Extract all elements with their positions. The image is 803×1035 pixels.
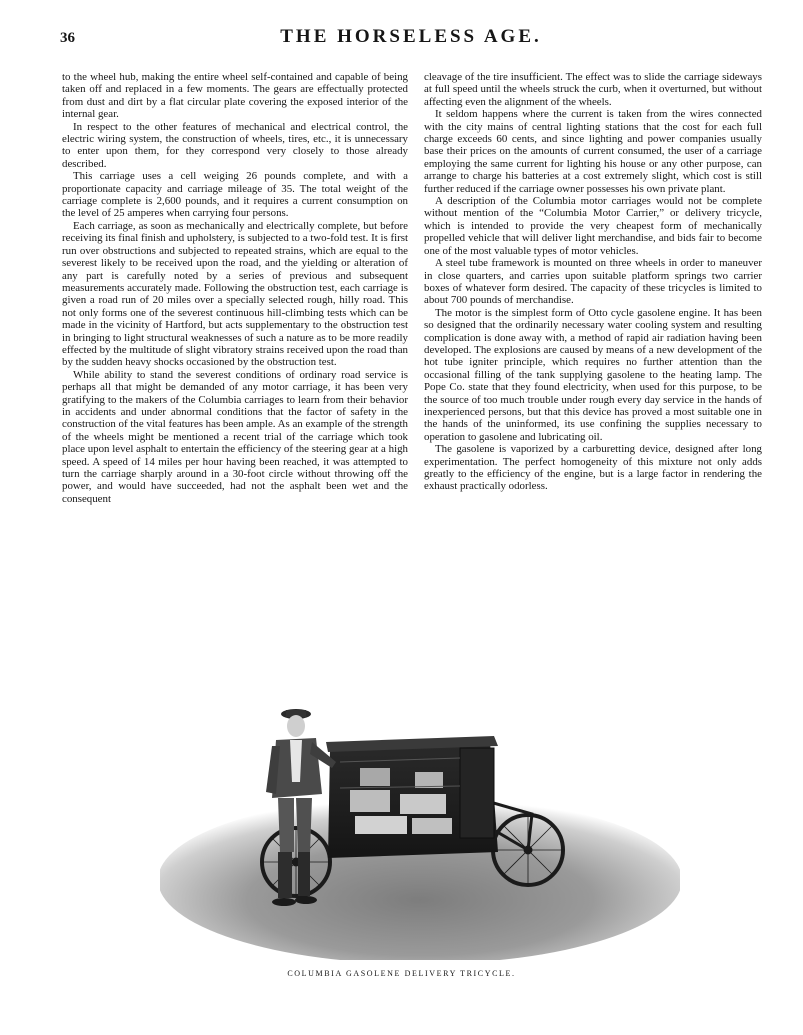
right-column — [424, 71, 762, 693]
photo-illustration — [160, 702, 680, 960]
figure-caption: COLUMBIA GASOLENE DELIVERY TRICYCLE. — [287, 969, 516, 978]
left-wheel — [262, 828, 330, 896]
paragraph: In respect to the other features of mechanical and electrical control, the electric wiring system, the construction of wheels, tires, etc., it is unnecessary to enter upon them, for they correspond very closely to those already described. — [62, 120, 408, 170]
paragraph: While ability to stand the severest conditions of ordinary road service is perhaps all that might be demanded of any motor carriage, it has been very gratifying to the makers of the Columbia carriages to learn from their behavior in accidents and under abnormal conditions that the factor of safety in the construction of the vital features has been ample. As an example of the strength of the wheels might be mentioned a recent trial of the carriage which took place upon level asphalt to entertain the efficiency of the steering gear at a high speed. A speed of 14 miles per hour having been reached, it was attempted to turn the carriage sharply around in a 30-foot circle without throwing off the power, and would have succeeded, had not the asphalt been wet and the consequent — [62, 368, 408, 505]
journal-title: THE HORSELESS AGE. — [280, 26, 542, 47]
page-header — [60, 26, 762, 52]
paragraph: A description of the Columbia motor carriages would not be complete without mention of the “Columbia Motor Carrier,” or delivery tricycle, which is intended to provide the very cheapest form of mechanically propelled vehicle that will deliver light merchandise, and bids fair to become one of the most valuable types of motor vehicles. — [424, 195, 762, 257]
paragraph: The gasolene is vaporized by a carburetting device, designed after long experimentation. The perfect homogeneity of this mixture not only adds greatly to the efficiency of the engine, but is a large factor in rendering the exhaust practically odorless. — [424, 443, 762, 493]
paragraph: cleavage of the tire insufficient. The effect was to slide the carriage sideways at full speed until the wheels struck the curb, when it overturned, but without affecting even the alignment of the wheels. — [424, 71, 762, 108]
page-number: 36 — [60, 30, 75, 46]
left-column — [62, 71, 408, 693]
paragraph: Each carriage, as soon as mechanically and electrically complete, but before receiving its final finish and upholstery, is subjected to a two-fold test. It is first run over obstructions and subjected to repeated strains, which are equal to the severest likely to be received upon the road, and the yielding or alteration of any part is carefully noted by a series of previous and subsequent measurements accurately made. Following the obstruction test, each carriage is given a road run of 20 miles over a specially selected rough, hilly road. This not only forms one of the severest continuous hill-climbing tests which can be made in the vicinity of Hartford, but acts supplementary to the obstruction test in bringing to light structural weaknesses of such a nature as to be more readily effected by the multitude of slight vibratory strains received upon the road than by the sudden heavy shocks occasioned by the obstruction test. — [62, 219, 408, 369]
paragraph: The motor is the simplest form of Otto cycle gasolene engine. It has been so designed that the ordinarily necessary water cooling system and resulting complication is done away with, a method of rapid air radiation having been developed. The explosions are caused by means of a new development of the hot tube igniter principle, which requires no further attention than the occasional filling of the tank supplying gasolene to the heating lamp. The Pope Co. state that they found electricity, when used for this purpose, to be the source of too much trouble under rough every day service in the hands of inexperienced persons, but that this device has proved a most suitable one in the hands of the uninformed, its use confining the supplies necessary to operation to gasolene and lubricating oil. — [424, 306, 762, 443]
paragraph: This carriage uses a cell weiging 26 pounds complete, and with a proportionate capacity and carriage mileage of 35. The total weight of the carriage complete is 2,600 pounds, and it requires a current consumption on the level of 25 amperes when carrying four persons. — [62, 170, 408, 220]
carrier-box — [326, 736, 498, 858]
paragraph: It seldom happens where the current is taken from the wires connected with the city mains of central lighting stations that the cost for each full charge exceeds 60 cents, and since lighting and power companies usually base their prices on the amounts of current consumed, the user of a carriage employing the same current for lighting his house or any other purpose, can arrange to charge his batteries at a cost extremely slight, which cost is still further reduced if the carriage owner possesses his own private plant. — [424, 108, 762, 195]
paragraph: A steel tube framework is mounted on three wheels in order to maneuver in close quarters, and carries upon suitable platform springs two carrier boxes of whatever form desired. The capacity of these tricycles is limited to about 700 pounds of merchandise. — [424, 257, 762, 307]
tricycle-photograph — [160, 702, 680, 960]
paragraph: to the wheel hub, making the entire wheel self-contained and capable of being taken off and replaced in a few moments. The gears are effectually protected from dust and dirt by a flat circular plate covering the exposed interior of the internal gear. — [62, 71, 408, 121]
